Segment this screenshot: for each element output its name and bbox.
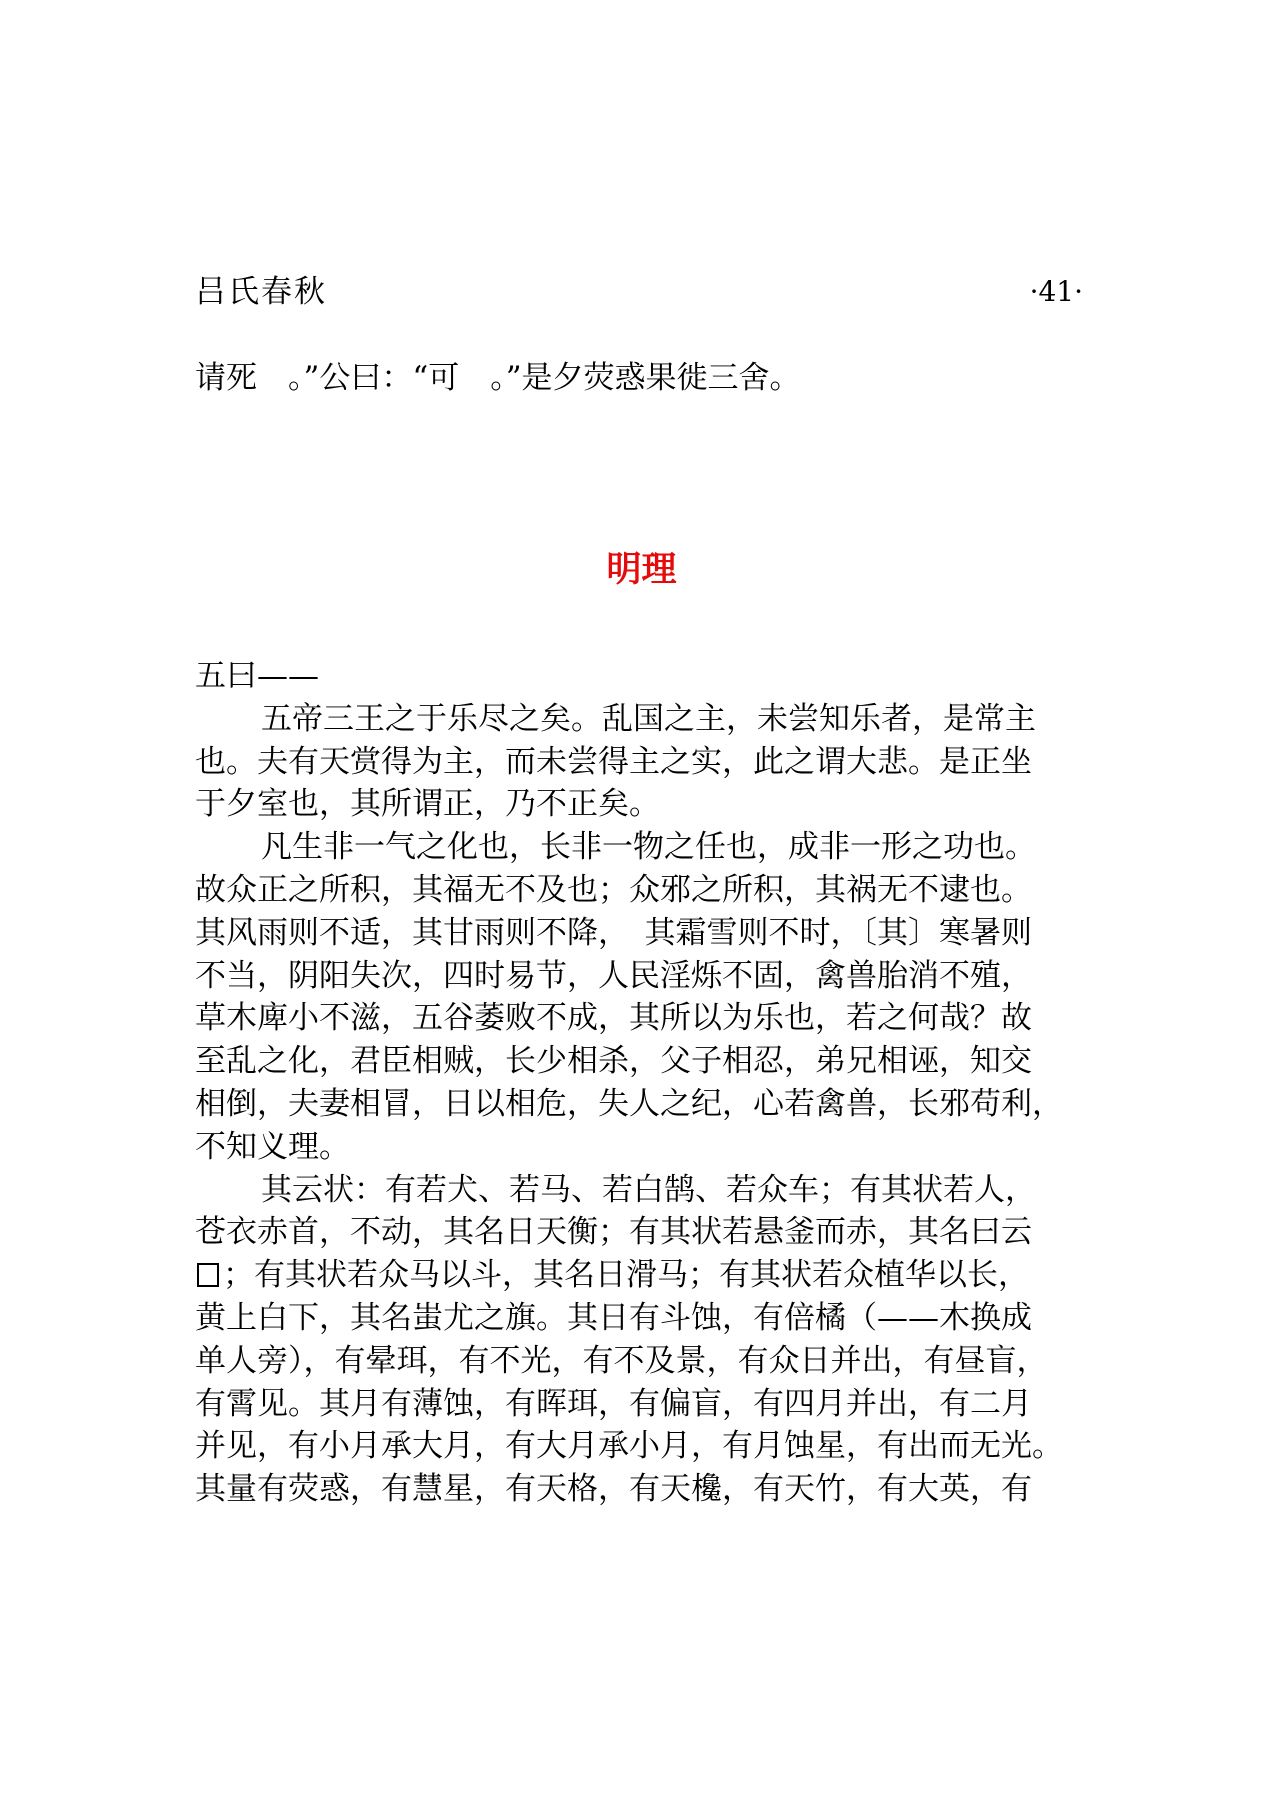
text-line: 其风雨则不适，其甘雨则不降， 其霜雪则不时，〔其〕寒暑则 — [195, 914, 1032, 951]
text-line-rest: ；有其状若众马以斗，其名日滑马；有其状若众植华以长， — [223, 1257, 1029, 1294]
text-line: 五帝三王之于乐尽之矣。乱国之主，未尝知乐者，是常主 — [261, 700, 1036, 737]
text-line: 故众正之所积，其福无不及也；众邪之所积，其祸无不逮也。 — [195, 871, 1032, 908]
text-line: 其量有荧惑，有慧星，有天格，有天欃，有天竹，有大英，有 — [195, 1471, 1032, 1508]
section-body — [195, 655, 1095, 1511]
paragraph-1 — [195, 698, 1095, 826]
paragraph-2 — [195, 826, 1095, 1168]
section-intro: 五曰—— — [195, 658, 319, 694]
text-line: 黄上白下，其名蚩尤之旗。其日有斗蚀，有倍橘（——木换成 — [195, 1299, 1032, 1336]
text-line: 于夕室也，其所谓正，乃不正矣。 — [195, 786, 660, 823]
text-line: 有霄见。其月有薄蚀，有晖珥，有偏盲，有四月并出，有二月 — [195, 1385, 1032, 1422]
text-line: 也。夫有天赏得为主，而未尝得主之实，此之谓大悲。是正坐 — [195, 743, 1032, 780]
text-line: 不当，阴阳失次，四时易节，人民淫烁不固，禽兽胎消不殖， — [195, 957, 1032, 994]
text-line: 其云状：有若犬、若马、若白鹄、若众车；有其状若人， — [261, 1171, 1036, 1208]
text-line: 至乱之化，君臣相贼，长少相杀，父子相忍，弟兄相诬，知交 — [195, 1043, 1032, 1080]
text-line: 苍衣赤首，不动，其名日天衡；有其状若悬釜而赤，其名曰云 — [195, 1214, 1032, 1251]
text-line: 凡生非一气之化也，长非一物之任也，成非一形之功也。 — [261, 829, 1036, 866]
carry-over-text: 请死 。”公曰：“可 。”是夕荧惑果徙三舍。 — [195, 360, 801, 396]
missing-character-box — [197, 1263, 219, 1287]
text-line-with-missing-char — [195, 1254, 1095, 1297]
text-line: 单人旁），有晕珥，有不光，有不及景，有众日并出，有昼盲， — [195, 1342, 1048, 1379]
page-number: ·41· — [1029, 275, 1083, 308]
running-header-title: 吕氏春秋 — [195, 274, 327, 310]
paragraph-3 — [195, 1169, 1095, 1511]
text-line: 并见，有小月承大月，有大月承小月，有月蚀星，有出而无光。 — [195, 1428, 1063, 1465]
text-line: 草木庳小不滋，五谷萎败不成，其所以为乐也，若之何哉？故 — [195, 1000, 1032, 1037]
text-line: 不知义理。 — [195, 1128, 350, 1165]
text-line: 相倒，夫妻相冒，日以相危，失人之纪，心若禽兽，长邪苟利， — [195, 1085, 1063, 1122]
section-title: 明理 — [606, 550, 677, 590]
